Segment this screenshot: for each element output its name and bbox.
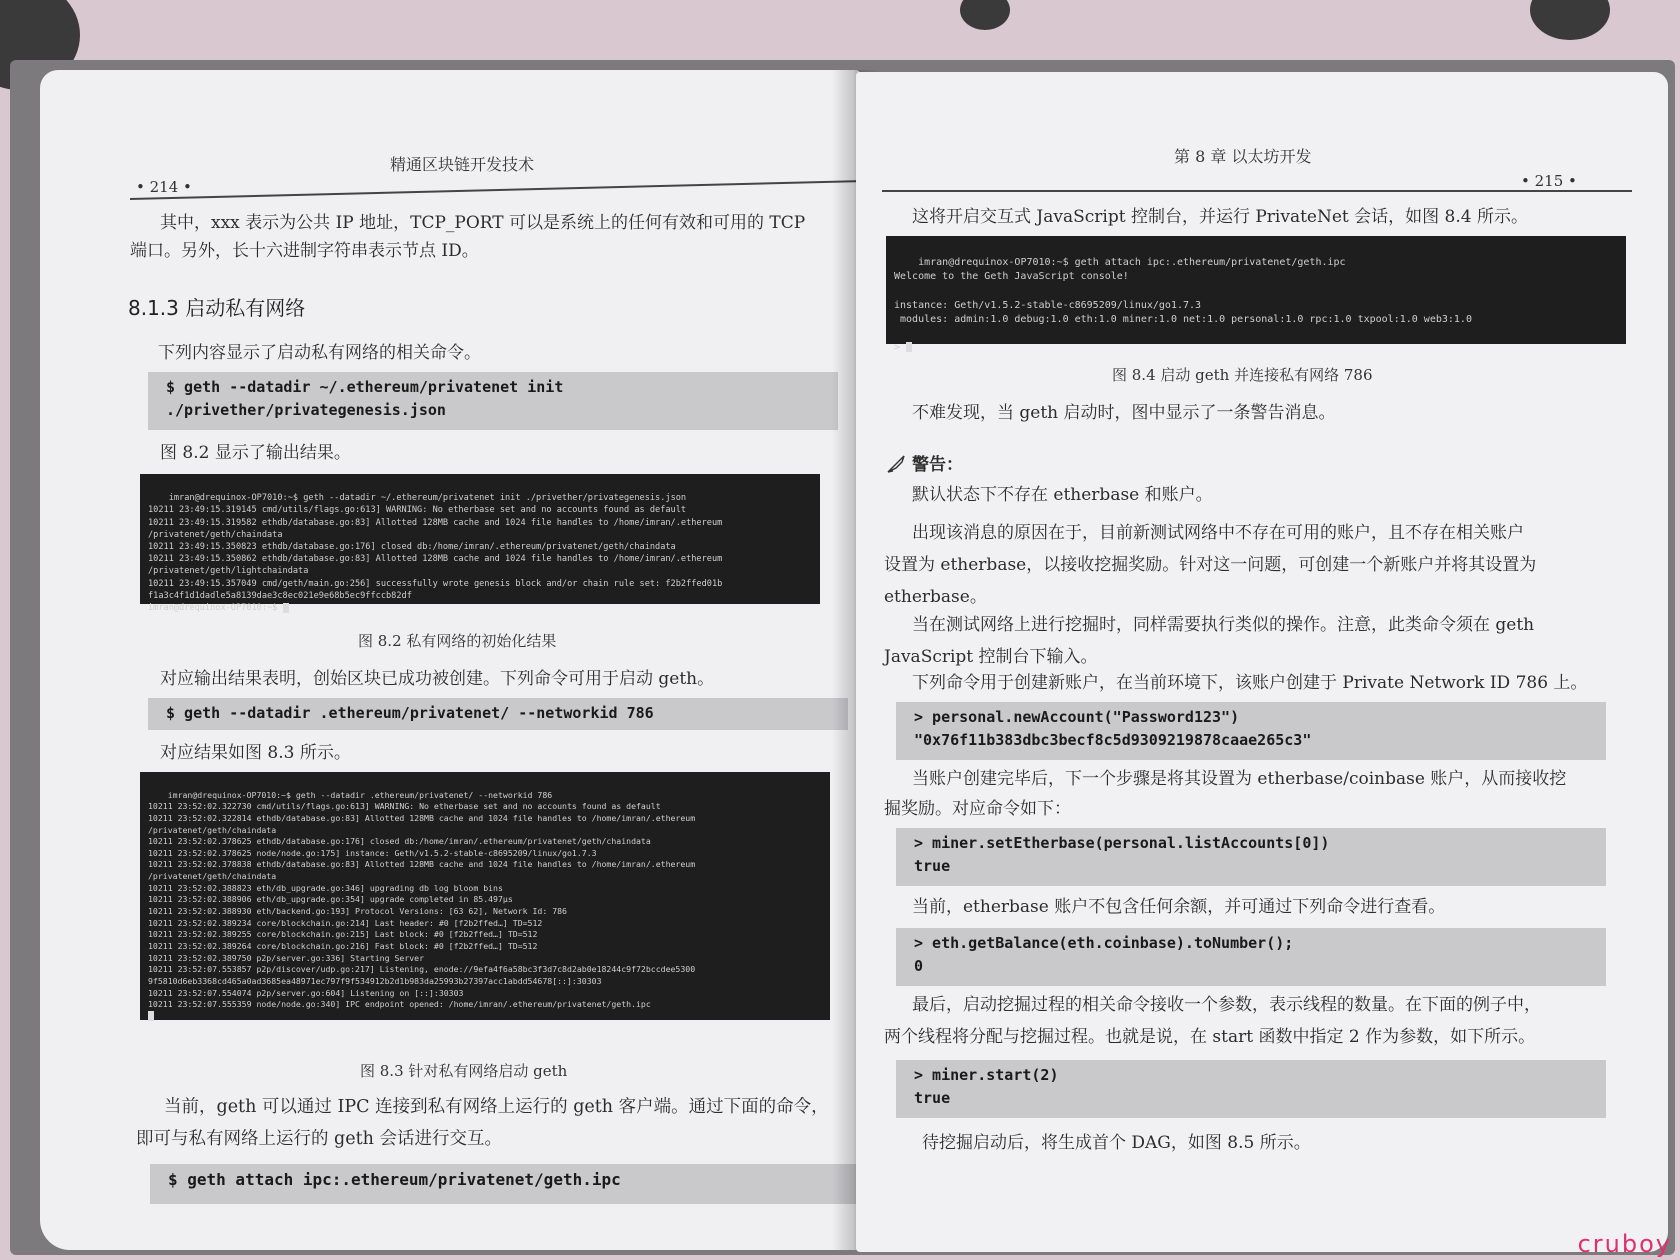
section-heading: 8.1.3 启动私有网络	[128, 296, 306, 320]
para-reason-3: etherbase。	[884, 587, 987, 607]
left-header-rule	[130, 180, 860, 200]
warning-text: 默认状态下不存在 etherbase 和账户。	[912, 485, 1213, 505]
para-fig83: 对应结果如图 8.3 所示。	[160, 743, 351, 763]
para-start-2: 两个线程将分配与挖掘过程。也就是说，在 start 函数中指定 2 作为参数，如下所示。	[884, 1027, 1536, 1047]
para-newacct: 下列命令用于创建新账户，在当前环境下，该账户创建于 Private Network ID 786 上。	[912, 673, 1588, 693]
right-header-rule	[882, 190, 1632, 192]
caption-8-3: 图 8.3 针对私有网络启动 geth	[360, 1062, 568, 1080]
terminal-cursor-icon	[906, 342, 912, 352]
watermark: cruboy	[1577, 1230, 1672, 1258]
code-line: $ geth --datadir .ethereum/privatenet/ --networkid 786	[166, 704, 654, 722]
code-block-newaccount	[896, 702, 1606, 760]
code-line: > personal.newAccount("Password123")	[914, 708, 1240, 726]
cloth-dot	[960, 0, 1010, 30]
caption-8-4: 图 8.4 启动 geth 并连接私有网络 786	[1112, 366, 1373, 384]
para-start-1: 最后，启动挖掘过程的相关命令接收一个参数，表示线程的数量。在下面的例子中，	[912, 995, 1541, 1015]
right-page	[856, 72, 1668, 1252]
para-cmds: 下列内容显示了启动私有网络的相关命令。	[158, 343, 481, 363]
code-line: 0	[914, 956, 924, 975]
para-created: 对应输出结果表明，创始区块已成功被创建。下列命令可用于启动 geth。	[160, 669, 715, 689]
terminal-cursor-icon	[283, 603, 289, 613]
code-block-getbalance	[896, 928, 1606, 986]
left-page-number: • 214 •	[136, 178, 192, 196]
code-block-setetherbase	[896, 828, 1606, 886]
left-page	[40, 70, 860, 1250]
para-warning-found: 不难发现，当 geth 启动时，图中显示了一条警告消息。	[912, 403, 1336, 423]
code-line: $ geth --datadir ~/.ethereum/privatenet init	[166, 378, 564, 396]
terminal-cursor-icon	[148, 1011, 154, 1021]
terminal-text: imran@drequinox-OP7010:~$ geth attach ipc:.ethereum/privatenet/geth.ipc Welcome to the Geth JavaScript console! instance: Geth/v1.5.2-stable-c8695209/linux/go1.7.3 modules: admin:1.0 debug:1.0 eth:1.0 miner:1.0 net:1.0 personal:1.0 rpc:1.0 txpool:1.0 web3:1.0 >	[894, 257, 1472, 354]
terminal-figure-8-4	[886, 236, 1626, 354]
para-balance: 当前，etherbase 账户不包含任何余额，并可通过下列命令进行查看。	[912, 897, 1446, 917]
para-mining-1: 当在测试网络上进行挖掘时，同样需要执行类似的操作。注意，此类命令须在 geth	[912, 615, 1535, 635]
para-fig82: 图 8.2 显示了输出结果。	[160, 443, 351, 463]
cloth-dot	[1530, 0, 1610, 40]
caption-8-2: 图 8.2 私有网络的初始化结果	[358, 632, 557, 650]
para-setbase-1: 当账户创建完毕后，下一个步骤是将其设置为 etherbase/coinbase 账户，从而接收挖	[912, 769, 1567, 789]
terminal-figure-8-2	[140, 474, 820, 614]
warning-quill-icon	[886, 454, 908, 474]
para-mining-2: JavaScript 控制台下输入。	[884, 647, 1098, 667]
code-line: $ geth attach ipc:.ethereum/privatenet/geth.ipc	[168, 1170, 621, 1189]
terminal-text: imran@drequinox-OP7010:~$ geth --datadir .ethereum/privatenet/ --networkid 786 10211 23:52:02.322730 cmd/utils/flags.go:613] WARNING: No etherbase set and no accounts found as default 10211 23:52:02.322814 ethdb/database.go:83] Allotted 128MB cache and 1024 file handles to /home/imran/.ethereum /privatenet/geth/chaindata 10211 23:52:02.378625 ethdb/database.go:176] closed db:/home/imran/.ethereum/privatenet/geth/chaindata 10211 23:52:02.378625 node/node.go:175] instance: Geth/v1.5.2-stable-c8695209/linux/go1.7.3 10211 23:52:02.378838 ethdb/database.go:83] Allotted 128MB cache and 1024 file handles to /home/imran/.ethereum /privatenet/geth/chaindata 10211 23:52:02.388823 eth/db_upgrade.go:346] upgrading db log bloom bins 10211 23:52:02.388906 eth/db_upgrade.go:354] upgrade completed in 85.497µs 10211 23:52:02.388930 eth/backend.go:193] Protocol Versions: [63 62], Network Id: 786 10211 23:52:02.389234 core/blockchain.go:214] Last header: #0 [f2b2ffed…] TD=512 10211 23:52:02.389255 core/blockchain.go:215] Last block: #0 [f2b2ffed…] TD=512 10211 23:52:02.389264 core/blockchain.go:216] Fast block: #0 [f2b2ffed…] TD=512 10211 23:52:02.389750 p2p/server.go:336] Starting Server 10211 23:52:07.553857 p2p/discover/udp.go:217] Listening, enode://9efa4f6a58bc3f3d7c8d2ab0e18244c9f72bccdee5300 9f5810d6eb3368cd465a0ad3685ea48971ec797f9f534912b2d1b983da25993b27397acc1abdd54678[::]:30303 10211 23:52:07.554074 p2p/server.go:604] Listening on [::]:30303 10211 23:52:07.555359 node/node.go:340] IPC endpoint opened: /home/imran/.ethereum/privatenet/geth.ipc	[148, 789, 696, 1010]
para-reason-1: 出现该消息的原因在于，目前新测试网络中不存在可用的账户，且不存在相关账户	[912, 523, 1524, 543]
para-reason-2: 设置为 etherbase，以接收挖掘奖励。针对这一问题，可创建一个新账户并将其设置为	[884, 555, 1537, 575]
code-line: > miner.setEtherbase(personal.listAccounts[0])	[914, 834, 1330, 852]
code-block-init	[148, 372, 838, 430]
chapter-title: 第 8 章 以太坊开发	[1174, 147, 1312, 166]
book-title: 精通区块链开发技术	[390, 155, 535, 174]
code-line: "0x76f11b383dbc3becf8c5d9309219878caae265c3"	[914, 730, 1312, 749]
para-ipc-2: 即可与私有网络上运行的 geth 会话进行交互。	[136, 1129, 502, 1149]
code-line: > miner.start(2)	[914, 1066, 1059, 1084]
para-dag: 待挖掘启动后，将生成首个 DAG，如图 8.5 所示。	[922, 1133, 1311, 1153]
code-line: true	[914, 1088, 951, 1107]
terminal-text: imran@drequinox-OP7010:~$ geth --datadir ~/.ethereum/privatenet init ./privether/privategenesis.json 10211 23:49:15.319145 cmd/utils/flags.go:613] WARNING: No etherbase set and no accounts found as default 10211 23:49:15.319582 ethdb/database.go:83] Allotted 128MB cache and 1024 file handles to /home/imran/.ethereum /privatenet/geth/chaindata 10211 23:49:15.350823 ethdb/database.go:176] closed db:/home/imran/.ethereum/privatenet/geth/chaindata 10211 23:49:15.350862 ethdb/database.go:83] Allotted 128MB cache and 1024 file handles to /home/imran/.ethereum /privatenet/geth/lightchaindata 10211 23:49:15.357049 cmd/geth/main.go:256] successfully wrote genesis block and/or chain rule set: f2b2ffed01b f1a3c4f1d1dadle5a8139dae3c8ec021e9e68b5ec9ffccb82df imran@drequinox-OP7010:~$	[148, 493, 723, 614]
para-intro-2: 端口。另外，长十六进制字符串表示节点 ID。	[130, 241, 479, 261]
code-block-minerstart	[896, 1060, 1606, 1118]
terminal-figure-8-3	[140, 772, 830, 1020]
code-block-attach	[150, 1164, 860, 1204]
right-page-number: • 215 •	[1521, 172, 1577, 190]
code-line: ./privether/privategenesis.json	[166, 400, 446, 419]
para-ipc-1: 当前，geth 可以通过 IPC 连接到私有网络上运行的 geth 客户端。通过下面的命令，	[164, 1097, 829, 1117]
para-intro: 其中，xxx 表示为公共 IP 地址，TCP_PORT 可以是系统上的任何有效和可用的 TCP	[160, 213, 806, 233]
code-block-start	[148, 698, 848, 730]
code-line: > eth.getBalance(eth.coinbase).toNumber();	[914, 934, 1294, 952]
code-line: true	[914, 856, 951, 875]
para-setbase-2: 掘奖励。对应命令如下：	[884, 799, 1071, 819]
warning-label: 警告：	[912, 455, 963, 475]
para-console: 这将开启交互式 JavaScript 控制台，并运行 PrivateNet 会话，如图 8.4 所示。	[912, 207, 1528, 227]
